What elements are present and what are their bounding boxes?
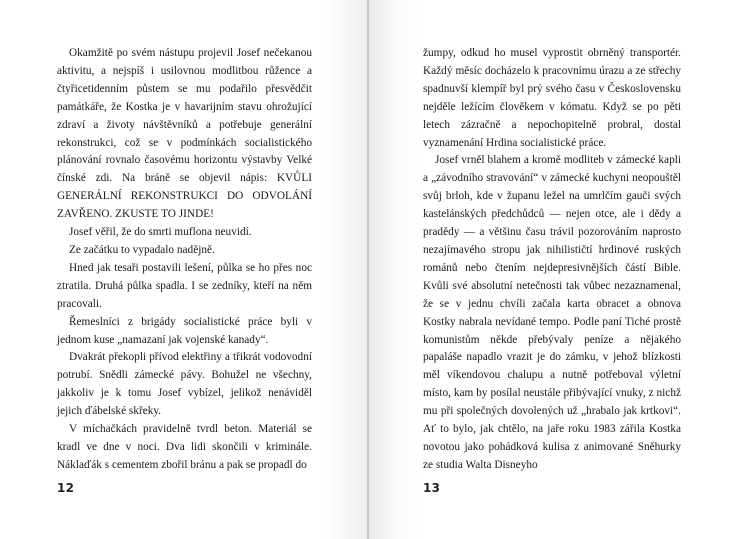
- paragraph: Hned jak tesaři postavili lešení, půlka se ho přes noc ztratila. Druhá půlka spadla. I se zedníky, kteří na něm pracovali.: [57, 261, 312, 310]
- paragraph: Josef vrněl blahem a kromě modliteb v zámecké kapli a „závodního stravování“ v zámecké kuchyni neopouštěl svůj brloh, kde v županu ležel na umrlčím gauči svých kastelánských předchůdců — nejen otce, ale i dědy a pradědy — a většinu času trávil pozorováním naprosto nezajímavého stropu jak nihilističtí hrdinové ruských románů nebo čtením nejdepresivnějších částí Bible. Kvůli své absolutní netečnosti tak vůbec nezaznamenal, že se v jednu chvíli začala karta obracet a obnova Kostky nabrala nevídané tempo. Podle paní Tiché prostě komunistům někde přebývaly peníze a nějakého papaláše napadlo vrazit je do zámku, v jehož blízkosti měl víkendovou chalupu a nutně potřeboval výletní místo, kam by posílal neustále přibývající vnuky, z nichž mu při společných dovolených už „hrabalo jak krtkovi“. Ať to bylo, jak chtělo, na jaře roku 1983 zářila Kostka novotou jako pohádková kulisa z animované Sněhurky ze studia Walta Disneyho: [423, 154, 681, 471]
- paragraph: Ze začátku to vypadalo nadějně.: [69, 243, 215, 256]
- paragraph: V míchačkách pravidelně tvrdl beton. Materiál se kradl ve dne v noci. Dva lidi skončili v kriminále. Náklaďák s cementem zbořil bránu a pak se propadl do: [57, 423, 312, 471]
- paragraph: žumpy, odkud ho musel vyprostit obrněný transportér. Každý měsíc docházelo k pracovnímu úrazu a ze střechy spadnuvší klempíř byl prý svého času v Československu nejděle ležícím člověkem v kómatu. Když se po pěti letech zázračně a nepochopitelně probral, dostal vyznamenání Hrdina socialistické práce.: [423, 47, 681, 149]
- right-page: [369, 0, 737, 539]
- paragraph: Řemeslníci z brigády socialistické práce byli v jednom kuse „namazaní jak vojenské kanady“.: [57, 315, 312, 346]
- paragraph: Dvakrát překopli přívod elektřiny a třikrát vodovodní potrubí. Snědli zámecké pávy. Bohužel ne všechny, jakkoliv je k tomu Josef vybízel, jelikož nenáviděl jejich ďábelské skřeky.: [57, 351, 312, 418]
- paragraph: Okamžitě po svém nástupu projevil Josef nečekanou aktivitu, a nejspíš i usilovnou modlitbou růžence a čtyřicetidenním půstem se mu podařilo přesvědčit památkáře, že Kostka je v havarijním stavu ohrožující zdraví a životy návštěvníků a potřebuje generální rekonstrukci, což se v podmínkách socialistického plánování rovnalo časovému horizontu výstavby Velké čínské zdi. Na bráně se objevil nápis: KVŮLI GENERÁLNÍ REKONSTRUKCI DO ODVOLÁNÍ ZAVŘENO. ZKUSTE TO JINDE!: [57, 47, 312, 221]
- paragraph: Josef věřil, že do smrti muflona neuvidí.: [69, 226, 252, 239]
- page-number: 13: [423, 481, 441, 495]
- right-page-text: [423, 45, 681, 475]
- page-number: 12: [57, 481, 75, 495]
- left-page: [0, 0, 367, 539]
- left-page-text: [57, 45, 312, 475]
